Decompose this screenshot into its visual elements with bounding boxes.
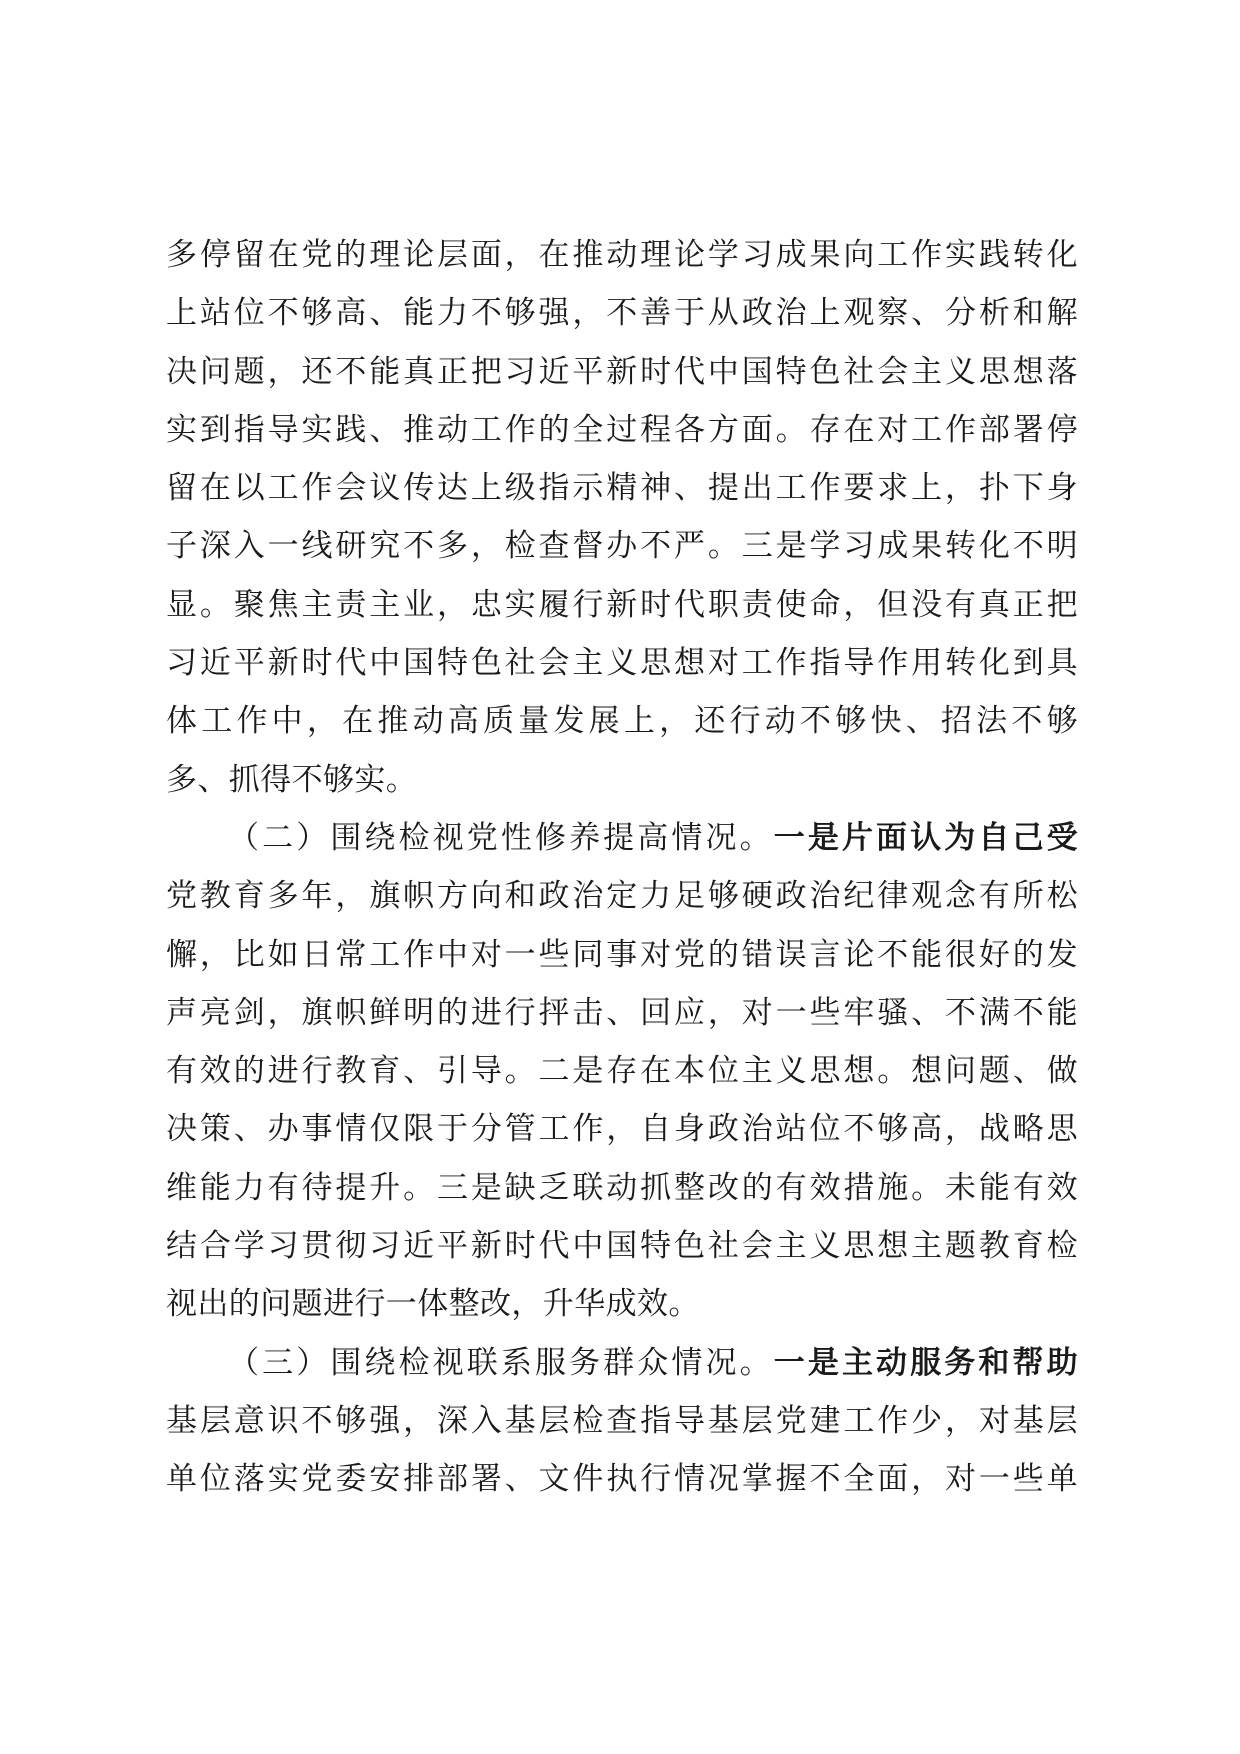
text-line: 有效的进行教育、引导。二是存在本位主义思想。想问题、做 [166,1053,1078,1090]
document-body [166,226,1078,1509]
text-line: 习近平新时代中国特色社会主义思想对工作指导作用转化到具 [166,645,1078,682]
paragraph-party-spirit [166,809,1078,1334]
paragraph-first-line [166,1334,1078,1392]
text-line: 决问题，还不能真正把习近平新时代中国特色社会主义思想落 [166,353,1078,390]
bold-lead-text: 一是片面认为自己受 [773,819,1078,856]
text-line: 多、抓得不够实。 [166,761,418,798]
paragraph-first-line [166,809,1078,867]
text-line: 留在以工作会议传达上级指示精神、提出工作要求上，扑下身 [166,470,1078,507]
paragraph-serving-masses [166,1334,1078,1509]
paragraph-theory-study [166,226,1078,809]
text-line: 声亮剑，旗帜鲜明的进行抨击、回应，对一些牢骚、不满不能 [166,994,1078,1031]
section-heading-3: （三）围绕检视联系服务群众情况。 [228,1344,774,1381]
text-line: 多停留在党的理论层面，在推动理论学习成果向工作实践转化 [166,237,1078,273]
text-line: 上站位不够高、能力不够强，不善于从政治上观察、分析和解 [166,295,1078,332]
text-line: 实到指导实践、推动工作的全过程各方面。存在对工作部署停 [166,411,1078,448]
text-line: 决策、办事情仅限于分管工作，自身政治站位不够高，战略思 [166,1111,1078,1148]
text-line: 视出的问题进行一体整改，升华成效。 [166,1286,700,1323]
text-line: 基层意识不够强，深入基层检查指导基层党建工作少，对基层 [166,1402,1078,1439]
section-heading-2: （二）围绕检视党性修养提高情况。 [228,819,774,856]
text-line: 懈，比如日常工作中对一些同事对党的错误言论不能很好的发 [166,936,1078,973]
text-line: 子深入一线研究不多，检查督办不严。三是学习成果转化不明 [166,528,1078,565]
text-line: 体工作中，在推动高质量发展上，还行动不够快、招法不够 [166,703,1078,740]
bold-lead-text: 一是主动服务和帮助 [773,1344,1078,1381]
text-line: 维能力有待提升。三是缺乏联动抓整改的有效措施。未能有效 [166,1169,1078,1206]
text-line: 结合学习贯彻习近平新时代中国特色社会主义思想主题教育检 [166,1228,1078,1265]
text-line: 显。聚焦主责主业，忠实履行新时代职责使命，但没有真正把 [166,586,1078,623]
text-line: 单位落实党委安排部署、文件执行情况掌握不全面，对一些单 [166,1461,1078,1498]
text-line: 党教育多年，旗帜方向和政治定力足够硬政治纪律观念有所松 [166,878,1078,915]
